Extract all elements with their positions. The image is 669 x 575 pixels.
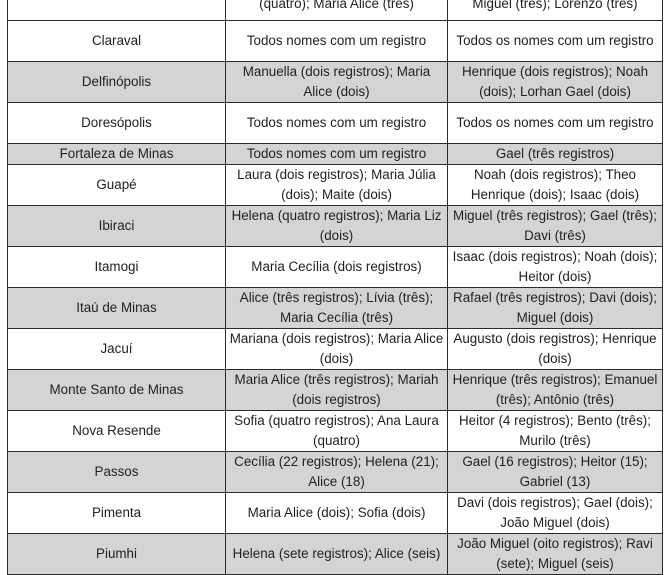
city-cell: Doresópolis [8, 103, 226, 144]
city-cell: Guapé [8, 165, 226, 206]
girl-names-cell: Alice (três registros); Lívia (três); Maria Cecília (três) [226, 288, 448, 329]
city-cell: Fortaleza de Minas [8, 144, 226, 165]
city-cell: Itamogi [8, 247, 226, 288]
boy-names-cell: Todos os nomes com um registro [448, 103, 663, 144]
names-table-body [8, 0, 663, 575]
girl-names-cell: Maria Cecília (dois registros) [226, 247, 448, 288]
girl-names-cell: Todos nomes com um registro [226, 144, 448, 165]
city-cell: Jacuí [8, 329, 226, 370]
table-row [8, 21, 663, 62]
girl-names-cell: Maria Alice (três registros); Mariah (dois registros) [226, 370, 448, 411]
city-cell: Ibiraci [8, 206, 226, 247]
girl-names-cell: Helena (sete registros); Alice (seis) [226, 534, 448, 575]
girl-names-cell: Cecília (22 registros); Helena (21); Alice (18) [226, 452, 448, 493]
table-row [8, 0, 663, 21]
girl-names-cell: Laura (dois registros); Maria Júlia (dois); Maite (dois) [226, 165, 448, 206]
girl-names-cell: Todos nomes com um registro [226, 21, 448, 62]
girl-names-cell: Mariana (dois registros); Maria Alice (dois) [226, 329, 448, 370]
girl-names-cell: Sofia (quatro registros); Ana Laura (quatro) [226, 411, 448, 452]
table-row [8, 165, 663, 206]
boy-names-cell: Henrique (três registros); Emanuel (três); Antônio (três) [448, 370, 663, 411]
girl-names-cell: Maria Alice (dois); Sofia (dois) [226, 493, 448, 534]
table-row [8, 247, 663, 288]
table-row [8, 534, 663, 575]
city-cell: Delfinópolis [8, 62, 226, 103]
table-row [8, 62, 663, 103]
city-cell: Passos [8, 452, 226, 493]
city-cell [8, 0, 226, 21]
boy-names-cell: Isaac (dois registros); Noah (dois); Heitor (dois) [448, 247, 663, 288]
table-row [8, 103, 663, 144]
table-row [8, 329, 663, 370]
city-cell: Pimenta [8, 493, 226, 534]
table-row [8, 493, 663, 534]
girl-names-cell: Helena (quatro registros); Maria Liz (dois) [226, 206, 448, 247]
boy-names-cell: Miguel (três registros); Gael (três); Davi (três) [448, 206, 663, 247]
boy-names-cell: Miguel (três); Lorenzo (três) [448, 0, 663, 21]
girl-names-cell: Todos nomes com um registro [226, 103, 448, 144]
boy-names-cell: João Miguel (oito registros); Ravi (sete); Miguel (seis) [448, 534, 663, 575]
boy-names-cell: Heitor (4 registros); Bento (três); Murilo (três) [448, 411, 663, 452]
names-table-container [7, 0, 662, 575]
boy-names-cell: Augusto (dois registros); Henrique (dois) [448, 329, 663, 370]
city-cell: Monte Santo de Minas [8, 370, 226, 411]
city-cell: Nova Resende [8, 411, 226, 452]
table-row [8, 411, 663, 452]
city-cell: Itaú de Minas [8, 288, 226, 329]
table-row [8, 206, 663, 247]
boy-names-cell: Gael (16 registros); Heitor (15); Gabriel (13) [448, 452, 663, 493]
boy-names-cell: Rafael (três registros); Davi (dois); Miguel (dois) [448, 288, 663, 329]
boy-names-cell: Henrique (dois registros); Noah (dois); Lorhan Gael (dois) [448, 62, 663, 103]
boy-names-cell: Todos os nomes com um registro [448, 21, 663, 62]
table-row [8, 288, 663, 329]
table-row [8, 370, 663, 411]
boy-names-cell: Davi (dois registros); Gael (dois); João Miguel (dois) [448, 493, 663, 534]
boy-names-cell: Gael (três registros) [448, 144, 663, 165]
girl-names-cell: (quatro); Maria Alice (três) [226, 0, 448, 21]
girl-names-cell: Manuella (dois registros); Maria Alice (dois) [226, 62, 448, 103]
names-table [7, 0, 663, 575]
table-row [8, 452, 663, 493]
city-cell: Piumhi [8, 534, 226, 575]
table-row [8, 144, 663, 165]
city-cell: Claraval [8, 21, 226, 62]
boy-names-cell: Noah (dois registros); Theo Henrique (dois); Isaac (dois) [448, 165, 663, 206]
